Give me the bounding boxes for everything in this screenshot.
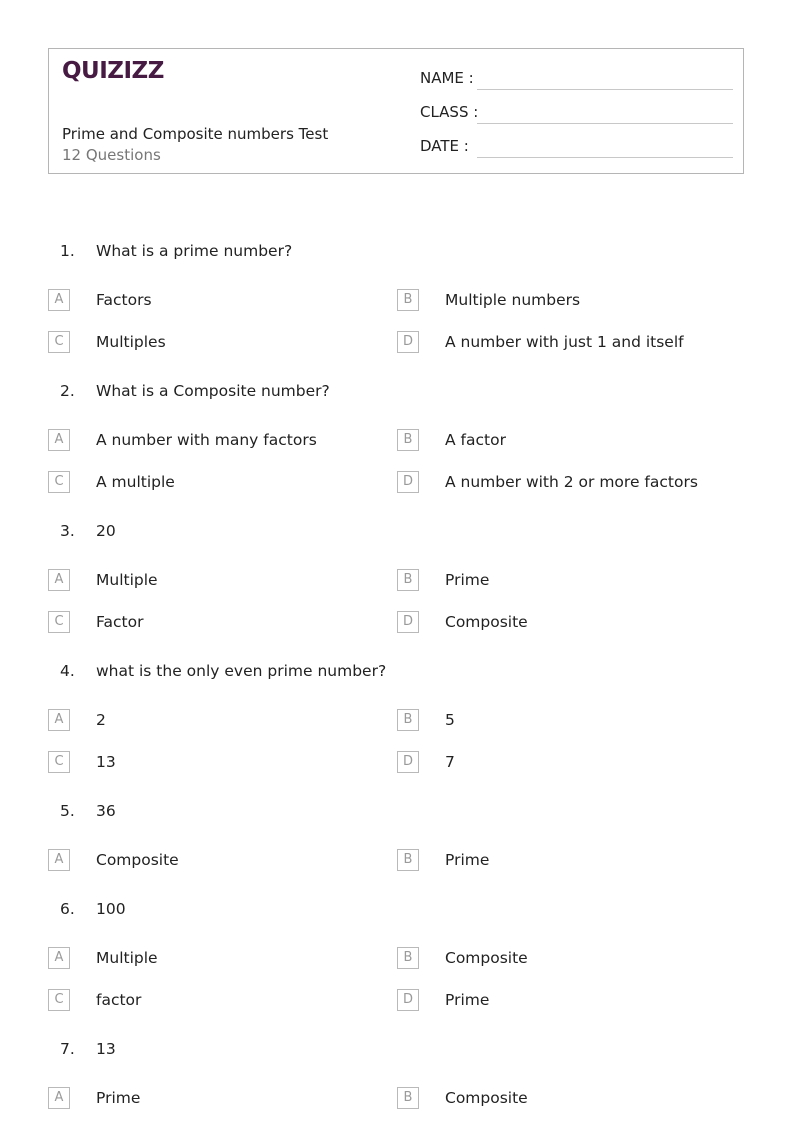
option-d-text: Prime <box>445 991 490 1009</box>
option-a-text: Multiple <box>96 571 158 589</box>
option-c-checkbox[interactable]: C <box>48 471 70 493</box>
option-d-checkbox[interactable]: D <box>397 989 419 1011</box>
question-text: 100 <box>96 900 126 918</box>
option-a-checkbox[interactable]: A <box>48 947 70 969</box>
option-a-checkbox[interactable]: A <box>48 429 70 451</box>
name-label: NAME : <box>420 69 474 87</box>
option-c-text: factor <box>96 991 142 1009</box>
option-c-text: Factor <box>96 613 144 631</box>
option-c-checkbox[interactable]: C <box>48 989 70 1011</box>
option-c-checkbox[interactable]: C <box>48 611 70 633</box>
date-field-line[interactable] <box>477 157 733 158</box>
option-d-text: Composite <box>445 613 528 631</box>
option-d-checkbox[interactable]: D <box>397 471 419 493</box>
question-text: 20 <box>96 522 116 540</box>
option-b-checkbox[interactable]: B <box>397 1087 419 1109</box>
option-b-checkbox[interactable]: B <box>397 569 419 591</box>
class-field-line[interactable] <box>477 123 733 124</box>
question-number: 3. <box>60 522 75 540</box>
option-d-checkbox[interactable]: D <box>397 331 419 353</box>
question-text: What is a Composite number? <box>96 382 330 400</box>
option-a-checkbox[interactable]: A <box>48 1087 70 1109</box>
question-number: 6. <box>60 900 75 918</box>
question-number: 7. <box>60 1040 75 1058</box>
option-b-checkbox[interactable]: B <box>397 947 419 969</box>
option-c-text: A multiple <box>96 473 175 491</box>
worksheet-header <box>48 48 744 174</box>
option-b-checkbox[interactable]: B <box>397 709 419 731</box>
option-b-checkbox[interactable]: B <box>397 289 419 311</box>
quizizz-logo: QUIZIZZ <box>62 58 164 84</box>
option-b-text: Composite <box>445 1089 528 1107</box>
option-b-checkbox[interactable]: B <box>397 849 419 871</box>
option-c-checkbox[interactable]: C <box>48 751 70 773</box>
option-a-text: 2 <box>96 711 106 729</box>
question-count: 12 Questions <box>62 146 161 164</box>
option-d-text: 7 <box>445 753 455 771</box>
option-b-text: Prime <box>445 571 490 589</box>
option-a-text: A number with many factors <box>96 431 317 449</box>
question-text: 36 <box>96 802 116 820</box>
option-a-checkbox[interactable]: A <box>48 569 70 591</box>
question-text: 13 <box>96 1040 116 1058</box>
option-a-checkbox[interactable]: A <box>48 849 70 871</box>
test-title: Prime and Composite numbers Test <box>62 125 329 143</box>
option-c-checkbox[interactable]: C <box>48 331 70 353</box>
option-b-text: Prime <box>445 851 490 869</box>
option-d-text: A number with 2 or more factors <box>445 473 698 491</box>
option-b-checkbox[interactable]: B <box>397 429 419 451</box>
option-b-text: Multiple numbers <box>445 291 581 309</box>
option-a-text: Composite <box>96 851 179 869</box>
question-text: what is the only even prime number? <box>96 662 387 680</box>
question-number: 4. <box>60 662 75 680</box>
question-number: 5. <box>60 802 75 820</box>
question-text: What is a prime number? <box>96 242 293 260</box>
date-label: DATE : <box>420 137 469 155</box>
option-d-checkbox[interactable]: D <box>397 611 419 633</box>
class-label: CLASS : <box>420 103 479 121</box>
option-b-text: Composite <box>445 949 528 967</box>
option-a-text: Factors <box>96 291 152 309</box>
name-field-line[interactable] <box>477 89 733 90</box>
question-number: 1. <box>60 242 75 260</box>
option-c-text: Multiples <box>96 333 166 351</box>
question-number: 2. <box>60 382 75 400</box>
option-d-checkbox[interactable]: D <box>397 751 419 773</box>
option-a-checkbox[interactable]: A <box>48 289 70 311</box>
option-c-text: 13 <box>96 753 116 771</box>
option-d-text: A number with just 1 and itself <box>445 333 684 351</box>
option-a-checkbox[interactable]: A <box>48 709 70 731</box>
option-b-text: 5 <box>445 711 455 729</box>
option-a-text: Multiple <box>96 949 158 967</box>
option-b-text: A factor <box>445 431 506 449</box>
option-a-text: Prime <box>96 1089 141 1107</box>
